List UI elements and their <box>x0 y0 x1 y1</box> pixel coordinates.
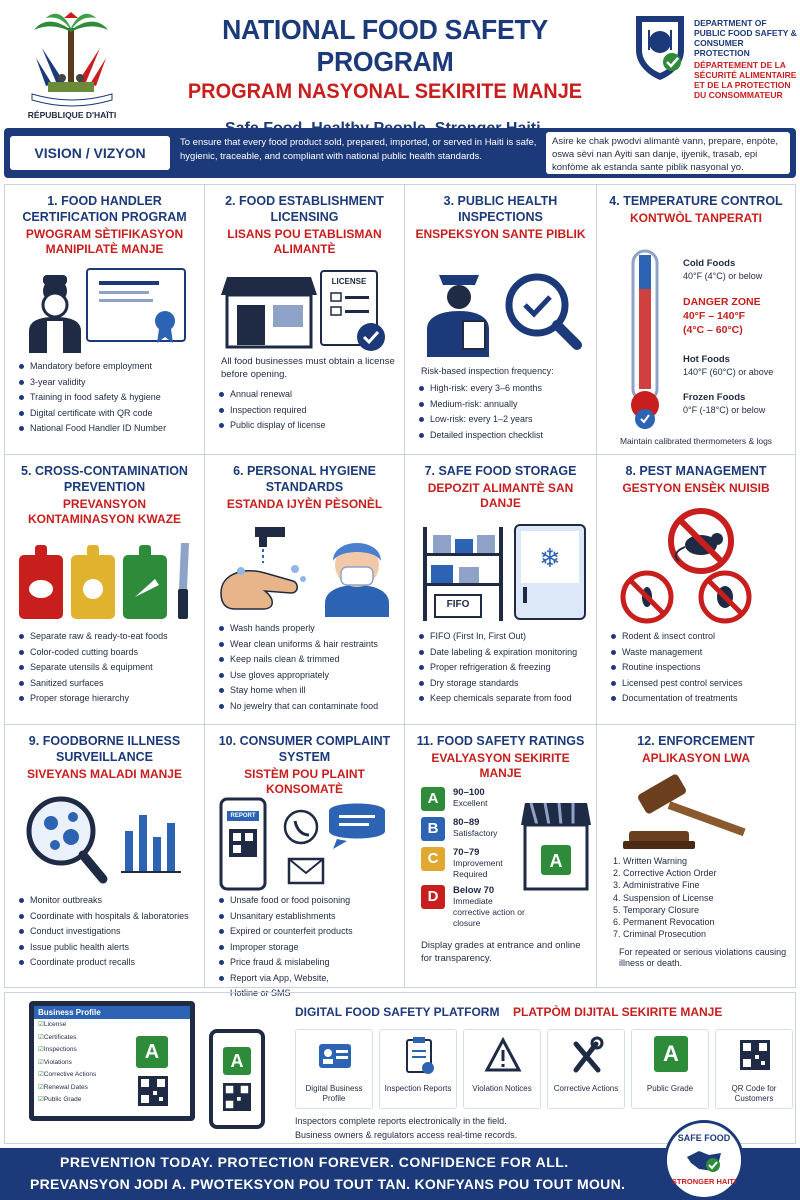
card-public-health-inspections <box>405 185 597 455</box>
frozen-foods-label: Frozen Foods 0°F (-18°C) or below <box>683 392 766 415</box>
card-title: 4. TEMPERATURE CONTROL <box>609 194 783 208</box>
list-item: Wear clean uniforms & hair restraints <box>219 637 398 653</box>
list-item: Separate raw & ready-to-eat foods <box>19 629 198 645</box>
card-food-safety-ratings <box>405 725 597 987</box>
vision-label: VISION / VIZYON <box>10 136 170 170</box>
list-item: Separate utensils & equipment <box>19 660 198 676</box>
list-item: Licensed pest control services <box>611 676 789 692</box>
card-list <box>19 359 198 437</box>
list-item: Medium-risk: annually <box>419 397 590 413</box>
card-title-creole: LISANS POU ETABLISMAN ALIMANTÈ <box>227 227 382 256</box>
header <box>0 0 800 128</box>
list-item: Inspection required <box>219 403 398 419</box>
card-title: 2. FOOD ESTABLISHMENT LICENSING <box>225 194 384 224</box>
platform-note-1: Inspectors complete reports electronically in the field. <box>295 1116 507 1126</box>
card-title: 7. SAFE FOOD STORAGE <box>424 464 577 478</box>
chef-certificate-icon <box>15 263 195 353</box>
card-title: 8. PEST MANAGEMENT <box>625 464 767 478</box>
card-title-creole: SISTÈM POU PLAINT KONSOMATÈ <box>244 767 365 796</box>
card-list <box>219 893 398 1002</box>
department-name-fr: DÉPARTEMENT DE LA SÉCURITÉ ALIMENTAIRE ET DE LA PROTECTION DU CONSOMMATEUR <box>694 60 797 100</box>
monitor-business-profile <box>29 1001 195 1121</box>
card-list <box>611 629 789 707</box>
list-item: Wash hands properly <box>219 621 398 637</box>
germs-chart-icon <box>17 787 197 887</box>
grade-d-badge: D <box>421 885 445 909</box>
card-title: 9. FOODBORNE ILLNESS SURVEILLANCE <box>28 734 181 764</box>
card-establishment-licensing <box>205 185 405 455</box>
page-title-creole: PROGRAM NASYONAL SEKIRITE MANJE <box>187 80 583 103</box>
profile-item: ☑ Renewal Dates <box>34 1082 190 1095</box>
list-item: Public display of license <box>219 418 398 434</box>
list-item: Training in food safety & hygiene <box>19 390 198 406</box>
tools-icon <box>570 1036 604 1076</box>
card-title-creole: SIVEYANS MALADI MANJE <box>27 767 182 781</box>
list-item: Improper storage <box>219 940 398 956</box>
card-title-creole: PREVANSYON KONTAMINASYON KWAZE <box>27 497 182 526</box>
card-cross-contamination <box>5 455 205 725</box>
list-item: Annual renewal <box>219 387 398 403</box>
digital-platform-section <box>4 992 796 1144</box>
profile-item: ☑ Public Grade <box>34 1094 190 1107</box>
inspector-magnifier-icon <box>417 263 587 357</box>
list-item: Unsanitary establishments <box>219 909 398 925</box>
enforcement-note: For repeated or serious violations causing illness or death. <box>619 947 787 968</box>
list-item: 4. Suspension of License <box>623 892 789 904</box>
feature-violation-notices: Violation Notices <box>463 1029 541 1109</box>
vision-banner <box>4 128 796 178</box>
list-item: Dry storage standards <box>419 676 590 692</box>
report-phone-icon <box>217 797 393 893</box>
card-list <box>419 629 590 707</box>
phone-grade <box>209 1029 265 1129</box>
gavel-icon <box>619 777 779 851</box>
coat-of-arms-icon <box>12 8 132 108</box>
list-item: Monitor outbreaks <box>19 893 198 909</box>
card-title: 5. CROSS-CONTAMINATION PREVENTION <box>21 464 188 494</box>
card-safe-food-storage <box>405 455 597 725</box>
list-item: 1. Written Warning <box>623 855 789 867</box>
temperature-note: Maintain calibrated thermometers & logs <box>619 436 773 446</box>
platform-title-creole: PLATPÒM DIJITAL SEKIRITE MANJE <box>513 1005 723 1019</box>
republic-label: RÉPUBLIQUE D'HAÏTI <box>27 110 117 120</box>
card-title: 3. PUBLIC HEALTH INSPECTIONS <box>443 194 558 224</box>
list-item: Expired or counterfeit products <box>219 924 398 940</box>
grade-a-badge: A <box>421 787 445 811</box>
profile-item: ☑ Violations <box>34 1057 190 1070</box>
list-item: Keep nails clean & trimmed <box>219 652 398 668</box>
phone-grade-badge: A <box>223 1047 251 1075</box>
list-item: Use gloves appropriately <box>219 668 398 684</box>
cutting-boards-icon <box>17 539 197 623</box>
list-item: Report via App, Website, Hotline or SMS <box>219 971 349 1002</box>
list-item: Date labeling & expiration monitoring <box>419 645 590 661</box>
list-item: Detailed inspection checklist <box>419 428 590 444</box>
card-title: 1. FOOD HANDLER CERTIFICATION PROGRAM <box>22 194 187 224</box>
public-grade-badge: A <box>654 1036 688 1072</box>
grade-a-text: 90–100 Excellent <box>453 787 488 808</box>
qr-code-icon <box>223 1083 251 1111</box>
card-list <box>19 629 198 707</box>
card-intro: All food businesses must obtain a license before opening. <box>221 356 395 380</box>
card-title-creole: PWOGRAM SÈTIFIKASYON MANIPILATÈ MANJE <box>25 227 184 256</box>
card-pest-management <box>597 455 795 725</box>
card-foodborne-illness-surveillance <box>5 725 205 987</box>
list-item: Stay home when ill <box>219 683 398 699</box>
qr-code-icon <box>738 1036 772 1076</box>
list-item: Sanitized surfaces <box>19 676 198 692</box>
department-shield-icon <box>632 12 688 82</box>
thermometer-icon <box>615 245 675 435</box>
list-item: Waste management <box>611 645 789 661</box>
svg-text:❄: ❄ <box>539 544 561 574</box>
feature-digital-business-profile: Digital Business Profile <box>295 1029 373 1109</box>
card-title-creole: ESTANDA IJYÈN PÈSONÈL <box>226 497 383 511</box>
card-consumer-complaint-system <box>205 725 405 998</box>
grade-d-text: Below 70 Immediate corrective action or closure <box>453 885 525 928</box>
feature-inspection-reports: Inspection Reports <box>379 1029 457 1109</box>
department-name-en: DEPARTMENT OF PUBLIC FOOD SAFETY & CONSUMER PROTECTION <box>694 18 797 58</box>
card-list <box>419 381 590 443</box>
cold-foods-label: Cold Foods 40°F (4°C) or below <box>683 258 763 281</box>
license-label: LICENSE <box>331 277 367 286</box>
vision-text-en: To ensure that every food product sold, prepared, imported, or served in Haiti is safe, hygienic, traceable, and compliant with national public health standards. <box>180 137 537 162</box>
card-list <box>219 621 398 714</box>
card-title-creole: EVALYASYON SEKIRITE MANJE <box>431 751 570 780</box>
list-item: Conduct investigations <box>19 924 198 940</box>
list-item: Proper storage hierarchy <box>19 691 198 707</box>
page-title: NATIONAL FOOD SAFETY PROGRAM <box>222 14 548 77</box>
program-grid <box>4 184 796 998</box>
card-list <box>19 893 198 971</box>
list-item: Rodent & insect control <box>611 629 789 645</box>
department-block <box>632 12 798 124</box>
list-item: Keep chemicals separate from food <box>419 691 590 707</box>
list-item: Proper refrigeration & freezing <box>419 660 590 676</box>
card-title: 6. PERSONAL HYGIENE STANDARDS <box>233 464 376 494</box>
footer-slogan-creole: PREVANSYON JODI A. PWOTEKSYON POU TOUT TAN. KONFYANS POU TOUT MOUN. <box>30 1176 626 1192</box>
profile-item: ☑ License <box>34 1019 190 1032</box>
platform-title: DIGITAL FOOD SAFETY PLATFORM <box>295 1005 500 1019</box>
card-temperature-control <box>597 185 795 455</box>
id-card-icon <box>318 1036 352 1076</box>
list-item: High-risk: every 3–6 months <box>419 381 590 397</box>
store-grade-icon <box>521 797 591 897</box>
card-title-creole: DEPOZIT ALIMANTÈ SAN DANJE <box>427 481 574 510</box>
feature-corrective-actions: Corrective Actions <box>547 1029 625 1109</box>
coat-of-arms <box>12 8 132 124</box>
card-personal-hygiene <box>205 455 405 725</box>
haiti-map-icon <box>685 1147 723 1175</box>
card-title: 10. CONSUMER COMPLAINT SYSTEM <box>218 734 391 764</box>
list-item: Digital certificate with QR code <box>19 406 198 422</box>
card-list <box>219 387 398 434</box>
vision-text-creole: Asire ke chak pwodvi alimantè vann, prepare, enpòte, oswa sèvi nan Ayiti san danje, ijyenik, trasab, epi konfòme ak estanda sante piblik nasyonal yo. <box>546 132 790 174</box>
ratings-note: Display grades at entrance and online for transparency. <box>421 940 581 964</box>
list-item: Color-coded cutting boards <box>19 645 198 661</box>
safe-food-seal: SAFE FOOD STRONGER HAITI <box>664 1120 744 1200</box>
profile-item: ☑ Corrective Actions <box>34 1069 190 1082</box>
card-title: 11. FOOD SAFETY RATINGS <box>416 734 585 748</box>
business-profile-title: Business Profile <box>34 1006 190 1019</box>
list-item: Documentation of treatments <box>611 691 789 707</box>
enforcement-list <box>623 855 789 940</box>
warning-icon <box>486 1036 520 1076</box>
card-intro: Risk-based inspection frequency: <box>421 366 554 376</box>
store-grade-letter: A <box>549 851 563 871</box>
qr-code-icon <box>138 1076 168 1106</box>
list-item: Coordinate with hospitals & laboratories <box>19 909 198 925</box>
list-item: 2. Corrective Action Order <box>623 867 789 879</box>
card-title: 12. ENFORCEMENT <box>637 734 755 748</box>
platform-note-2: Business owners & regulators access real-time records. <box>295 1130 518 1140</box>
report-label: REPORT <box>230 813 256 819</box>
handwashing-mask-icon <box>215 523 399 619</box>
card-title-creole: APLIKASYON LWA <box>641 751 750 765</box>
list-item: No jewelry that can contaminate food <box>219 699 398 715</box>
list-item: 3. Administrative Fine <box>623 879 789 891</box>
profile-item: ☑ Inspections <box>34 1044 190 1057</box>
card-title-creole: ENSPEKSYON SANTE PIBLIK <box>415 227 586 241</box>
card-title-creole: GESTYON ENSÈK NUISIB <box>622 481 770 495</box>
clipboard-icon <box>402 1036 436 1076</box>
pest-prohibited-icon <box>617 505 777 629</box>
hot-foods-label: Hot Foods 140°F (60°C) or above <box>683 354 774 377</box>
card-enforcement <box>597 725 795 987</box>
grade-c-text: 70–79 Improvement Required <box>453 847 503 879</box>
list-item: Issue public health alerts <box>19 940 198 956</box>
card-food-handler-certification <box>5 185 205 455</box>
card-title-creole: KONTWÒL TANPERATI <box>630 211 762 225</box>
list-item: Routine inspections <box>611 660 789 676</box>
feature-qr-code: QR Code for Customers <box>715 1029 793 1109</box>
list-item: Low-risk: every 1–2 years <box>419 412 590 428</box>
list-item: Mandatory before employment <box>19 359 198 375</box>
list-item: National Food Handler ID Number <box>19 421 198 437</box>
title-block <box>140 14 630 138</box>
fifo-label: FIFO <box>446 599 470 610</box>
list-item: 6. Permanent Revocation <box>623 916 789 928</box>
list-item: Unsafe food or food poisoning <box>219 893 398 909</box>
list-item: Coordinate product recalls <box>19 955 198 971</box>
footer-slogan-en: PREVENTION TODAY. PROTECTION FOREVER. CONFIDENCE FOR ALL. <box>60 1154 569 1170</box>
list-item: 5. Temporary Closure <box>623 904 789 916</box>
danger-zone-label: DANGER ZONE 40°F – 140°F (4°C – 60°C) <box>683 296 761 336</box>
list-item: 3-year validity <box>19 375 198 391</box>
grade-b-badge: B <box>421 817 445 841</box>
grade-b-text: 80–89 Satisfactory <box>453 817 498 838</box>
profile-item: ☑ Certificates <box>34 1032 190 1045</box>
list-item: 7. Criminal Prosecution <box>623 928 789 940</box>
list-item: Price fraud & mislabeling <box>219 955 398 971</box>
list-item: FIFO (First In, First Out) <box>419 629 590 645</box>
grade-c-badge: C <box>421 847 445 871</box>
monitor-grade-badge: A <box>136 1036 168 1068</box>
feature-public-grade: A Public Grade <box>631 1029 709 1109</box>
